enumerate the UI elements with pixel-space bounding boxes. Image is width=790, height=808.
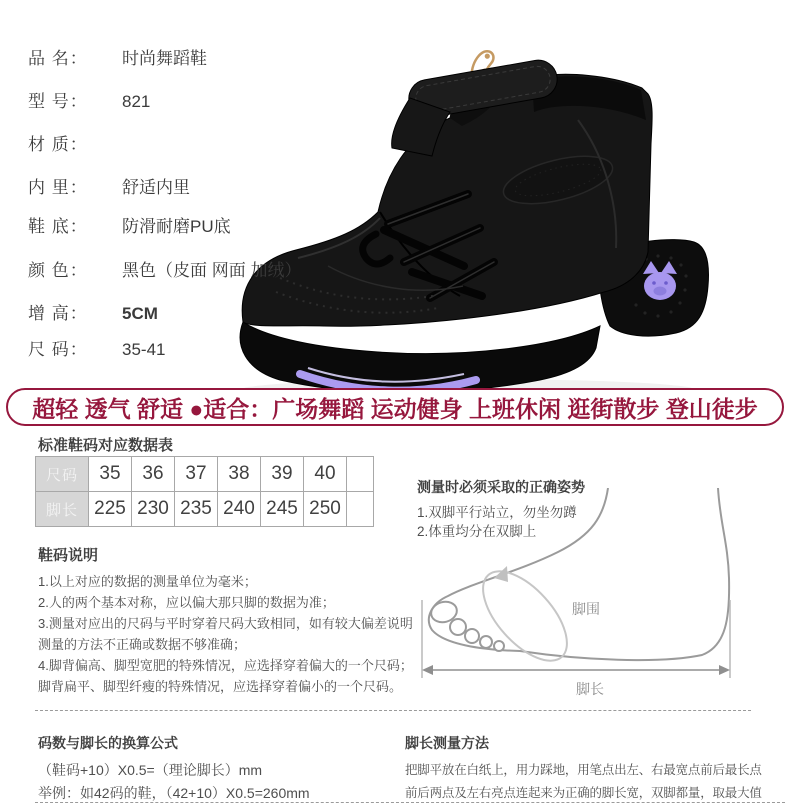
size-notes-line: 1.以上对应的数据的测量单位为毫米； bbox=[38, 574, 257, 589]
size-table-row bbox=[36, 492, 374, 527]
size-notes-line: 脚背扁平、脚型纤瘦的特殊情况，应选择穿着偏小的一个尺码。 bbox=[38, 679, 403, 694]
spec-value: 5CM bbox=[122, 304, 158, 323]
spec-label: 颜 色： bbox=[28, 261, 88, 280]
spec-row-model bbox=[28, 87, 150, 112]
size-notes-line: 4.脚背偏高、脚型宽肥的特殊情况，应选择穿着偏大的一个尺码； bbox=[38, 658, 413, 673]
product-photo bbox=[228, 28, 720, 403]
spec-value: 时尚舞蹈鞋 bbox=[122, 49, 207, 68]
size-notes-section bbox=[38, 544, 413, 697]
method-title: 脚长测量方法 bbox=[405, 735, 489, 751]
size-cell: 37 bbox=[175, 457, 218, 492]
formula-line: 举例：如42码的鞋，（42+10）X0.5=260mm bbox=[38, 785, 310, 801]
size-notes-line: 测量的方法不正确或数据不够准确； bbox=[38, 637, 247, 652]
spec-label: 型 号： bbox=[28, 92, 88, 111]
size-cell: 38 bbox=[218, 457, 261, 492]
size-cell: 36 bbox=[132, 457, 175, 492]
spec-value: 防滑耐磨PU底 bbox=[122, 217, 231, 236]
method-section bbox=[405, 733, 765, 805]
size-cell: 235 bbox=[175, 492, 218, 527]
size-header-cell: 脚长 bbox=[36, 492, 89, 527]
formula-title: 码数与脚长的换算公式 bbox=[38, 735, 178, 751]
size-cell: 39 bbox=[261, 457, 304, 492]
size-cell: 250 bbox=[304, 492, 347, 527]
size-cell: 245 bbox=[261, 492, 304, 527]
size-cell: 225 bbox=[89, 492, 132, 527]
spec-row-sole bbox=[28, 212, 231, 237]
spec-value: 821 bbox=[122, 92, 151, 111]
posture-line: 2.体重均分在双脚上 bbox=[417, 524, 537, 539]
separator-dashed bbox=[35, 710, 751, 711]
size-cell-empty bbox=[347, 457, 374, 492]
spec-row-name bbox=[28, 44, 207, 69]
size-cell: 40 bbox=[304, 457, 347, 492]
length-label: 脚长 bbox=[576, 681, 604, 697]
method-line: 把脚平放在白纸上，用力踩地，用笔点出左、右最宽点前后最长点 bbox=[405, 763, 762, 777]
suitability-banner bbox=[6, 388, 784, 426]
spec-row-height-increase bbox=[28, 299, 158, 324]
size-header-cell: 尺码 bbox=[36, 457, 89, 492]
formula-line: （鞋码+10）X0.5=（理论脚长）mm bbox=[38, 762, 263, 778]
spec-label: 内 里： bbox=[28, 178, 88, 197]
formula-section bbox=[38, 733, 383, 805]
size-notes-title: 鞋码说明 bbox=[38, 547, 99, 564]
length-arrowhead-right-icon bbox=[719, 665, 730, 675]
size-cell: 230 bbox=[132, 492, 175, 527]
size-notes-line: 2.人的两个基本对称，应以偏大那只脚的数据为准； bbox=[38, 595, 335, 610]
girth-label: 脚围 bbox=[572, 601, 600, 617]
spec-row-material bbox=[28, 130, 122, 155]
spec-value: 舒适内里 bbox=[122, 178, 190, 197]
spec-value: 黑色（皮面 网面 加绒） bbox=[122, 261, 302, 280]
spec-label: 鞋 底： bbox=[28, 217, 88, 236]
size-notes-line: 3.测量对应出的尺码与平时穿着尺码大致相同，如有较大偏差说明 bbox=[38, 616, 413, 631]
size-chart-title: 标准鞋码对应数据表 bbox=[38, 437, 174, 454]
posture-title: 测量时必须采取的正确姿势 bbox=[417, 479, 585, 495]
spec-value: 35-41 bbox=[122, 340, 166, 359]
spec-label: 增 高： bbox=[28, 304, 88, 323]
spec-row-sizes bbox=[28, 335, 165, 360]
method-line: 前后两点及左右亮点连起来为正确的脚长宽，双脚都量，取最大值 bbox=[405, 786, 762, 800]
spec-label: 尺 码： bbox=[28, 340, 88, 359]
size-cell: 35 bbox=[89, 457, 132, 492]
spec-label: 材 质： bbox=[28, 135, 88, 154]
suitability-banner-text: 超轻 透气 舒适 ●适合：广场舞蹈 运动健身 上班休闲 逛街散步 登山徒步 bbox=[32, 395, 758, 422]
spec-row-color bbox=[28, 256, 301, 281]
length-arrowhead-left-icon bbox=[422, 665, 433, 675]
posture-line: 1.双脚平行站立，勿坐勿蹲 bbox=[417, 505, 577, 520]
size-table-row bbox=[36, 457, 374, 492]
foot-diagram bbox=[400, 488, 790, 702]
size-table bbox=[35, 456, 374, 527]
size-cell-empty bbox=[347, 492, 374, 527]
spec-label: 品 名： bbox=[28, 49, 88, 68]
spec-row-lining bbox=[28, 173, 190, 198]
size-cell: 240 bbox=[218, 492, 261, 527]
